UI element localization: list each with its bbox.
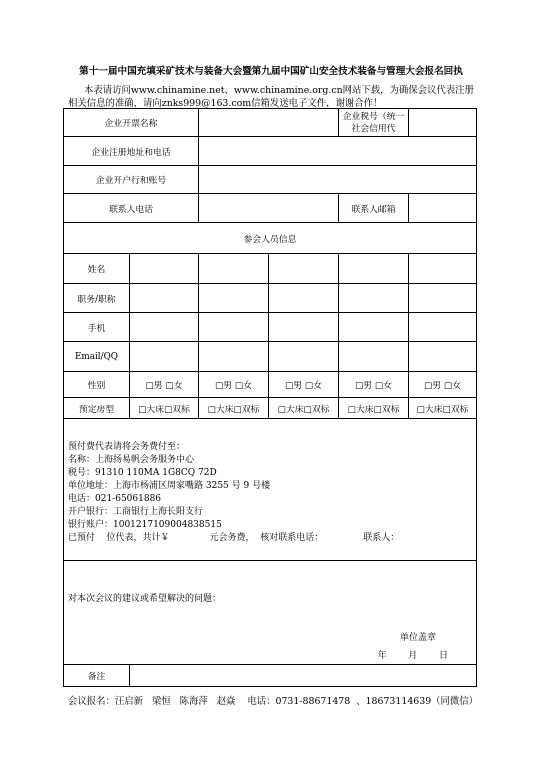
email-label: Email/QQ: [64, 342, 130, 372]
name-field[interactable]: [339, 254, 409, 284]
position-field[interactable]: [409, 284, 477, 313]
gender-checkbox[interactable]: □男 □女: [409, 372, 477, 398]
name-field[interactable]: [199, 254, 269, 284]
position-field[interactable]: [269, 284, 339, 313]
payment-line: 银行账户：1001217109004838515: [68, 519, 222, 530]
intro-line-2: 相关信息的准确，请向znks999@163.com信箱发送电子文件，谢谢合作！: [68, 98, 383, 109]
intro-line-1: 本表请访问www.chinamine.net、www.chinamine.org.cn网站下载，为确保会议代表注册: [84, 85, 474, 96]
room-checkbox[interactable]: □大床□双标: [409, 398, 477, 419]
payment-line: 名称：上海扬易帆会务服务中心: [68, 454, 195, 465]
name-label: 姓名: [64, 254, 130, 284]
bank-field[interactable]: [199, 166, 477, 194]
remarks-field[interactable]: [130, 665, 477, 687]
mobile-field[interactable]: [199, 313, 269, 342]
email-field[interactable]: [409, 342, 477, 372]
intro-text: [68, 84, 488, 110]
name-field[interactable]: [269, 254, 339, 284]
mobile-field[interactable]: [409, 313, 477, 342]
mobile-field[interactable]: [339, 313, 409, 342]
position-field[interactable]: [199, 284, 269, 313]
contact-email-label: 联系人邮箱: [339, 194, 409, 223]
invoice-name-field[interactable]: [199, 109, 339, 137]
position-field[interactable]: [339, 284, 409, 313]
tax-id-field[interactable]: [409, 109, 477, 137]
email-field[interactable]: [130, 342, 199, 372]
form-title: 第十一届中国充填采矿技术与装备大会暨第九届中国矿山安全技术装备与管理大会报名回执: [79, 66, 463, 77]
contact-phone-field[interactable]: [199, 194, 339, 223]
address-label: 企业注册地址和电话: [64, 137, 199, 166]
gender-checkbox[interactable]: □男 □女: [269, 372, 339, 398]
gender-checkbox[interactable]: □男 □女: [339, 372, 409, 398]
gender-checkbox[interactable]: □男 □女: [199, 372, 269, 398]
name-field[interactable]: [130, 254, 199, 284]
tax-id-label: 企业税号（统一社会信用代: [339, 109, 409, 137]
room-checkbox[interactable]: □大床□双标: [339, 398, 409, 419]
suggestion-section[interactable]: [64, 561, 477, 665]
bank-label: 企业开户行和账号: [64, 166, 199, 194]
registration-form-table: [63, 108, 477, 687]
remarks-label: 备注: [64, 665, 130, 687]
payment-info: [64, 419, 477, 561]
gender-checkbox[interactable]: □男 □女: [130, 372, 199, 398]
position-field[interactable]: [130, 284, 199, 313]
position-label: 职务/职称: [64, 284, 130, 313]
email-field[interactable]: [339, 342, 409, 372]
email-field[interactable]: [269, 342, 339, 372]
email-field[interactable]: [199, 342, 269, 372]
contact-email-field[interactable]: [409, 194, 477, 223]
name-field[interactable]: [409, 254, 477, 284]
suggestion-label: 对本次会议的建议或希望解决的问题：: [68, 594, 222, 604]
mobile-field[interactable]: [130, 313, 199, 342]
payment-line: 单位地址：上海市杨浦区周家嘴路 3255 号 9 号楼: [68, 480, 271, 491]
gender-label: 性别: [64, 372, 130, 398]
payment-confirmation-line[interactable]: 已预付 位代表，共计￥ 元会务费， 核对联系电话： 联系人：: [68, 532, 400, 543]
room-checkbox[interactable]: □大床□双标: [269, 398, 339, 419]
stamp-label: 单位盖章: [400, 633, 437, 643]
attendees-header: 参会人员信息: [64, 223, 477, 254]
payment-line: 电话：021-65061886: [68, 493, 162, 504]
contact-phone-label: 联系人电话: [64, 194, 199, 223]
payment-line: 预付费代表请将会务费付至：: [68, 441, 186, 452]
invoice-name-label: 企业开票名称: [64, 109, 199, 137]
payment-line: 开户银行：工商银行上海长阳支行: [68, 506, 204, 517]
date-label: 年 月 日: [377, 651, 449, 661]
room-checkbox[interactable]: □大床□双标: [199, 398, 269, 419]
footer-contact: 会议报名：汪启新 梁恒 陈海萍 赵焱 电话：0731-88671478 、18673114639（同微信）: [68, 696, 479, 707]
payment-line: 税号：91310 110MA 1G8CQ 72D: [68, 467, 217, 478]
room-checkbox[interactable]: □大床□双标: [130, 398, 199, 419]
mobile-field[interactable]: [269, 313, 339, 342]
mobile-label: 手机: [64, 313, 130, 342]
address-field[interactable]: [199, 137, 477, 166]
room-label: 预定房型: [64, 398, 130, 419]
